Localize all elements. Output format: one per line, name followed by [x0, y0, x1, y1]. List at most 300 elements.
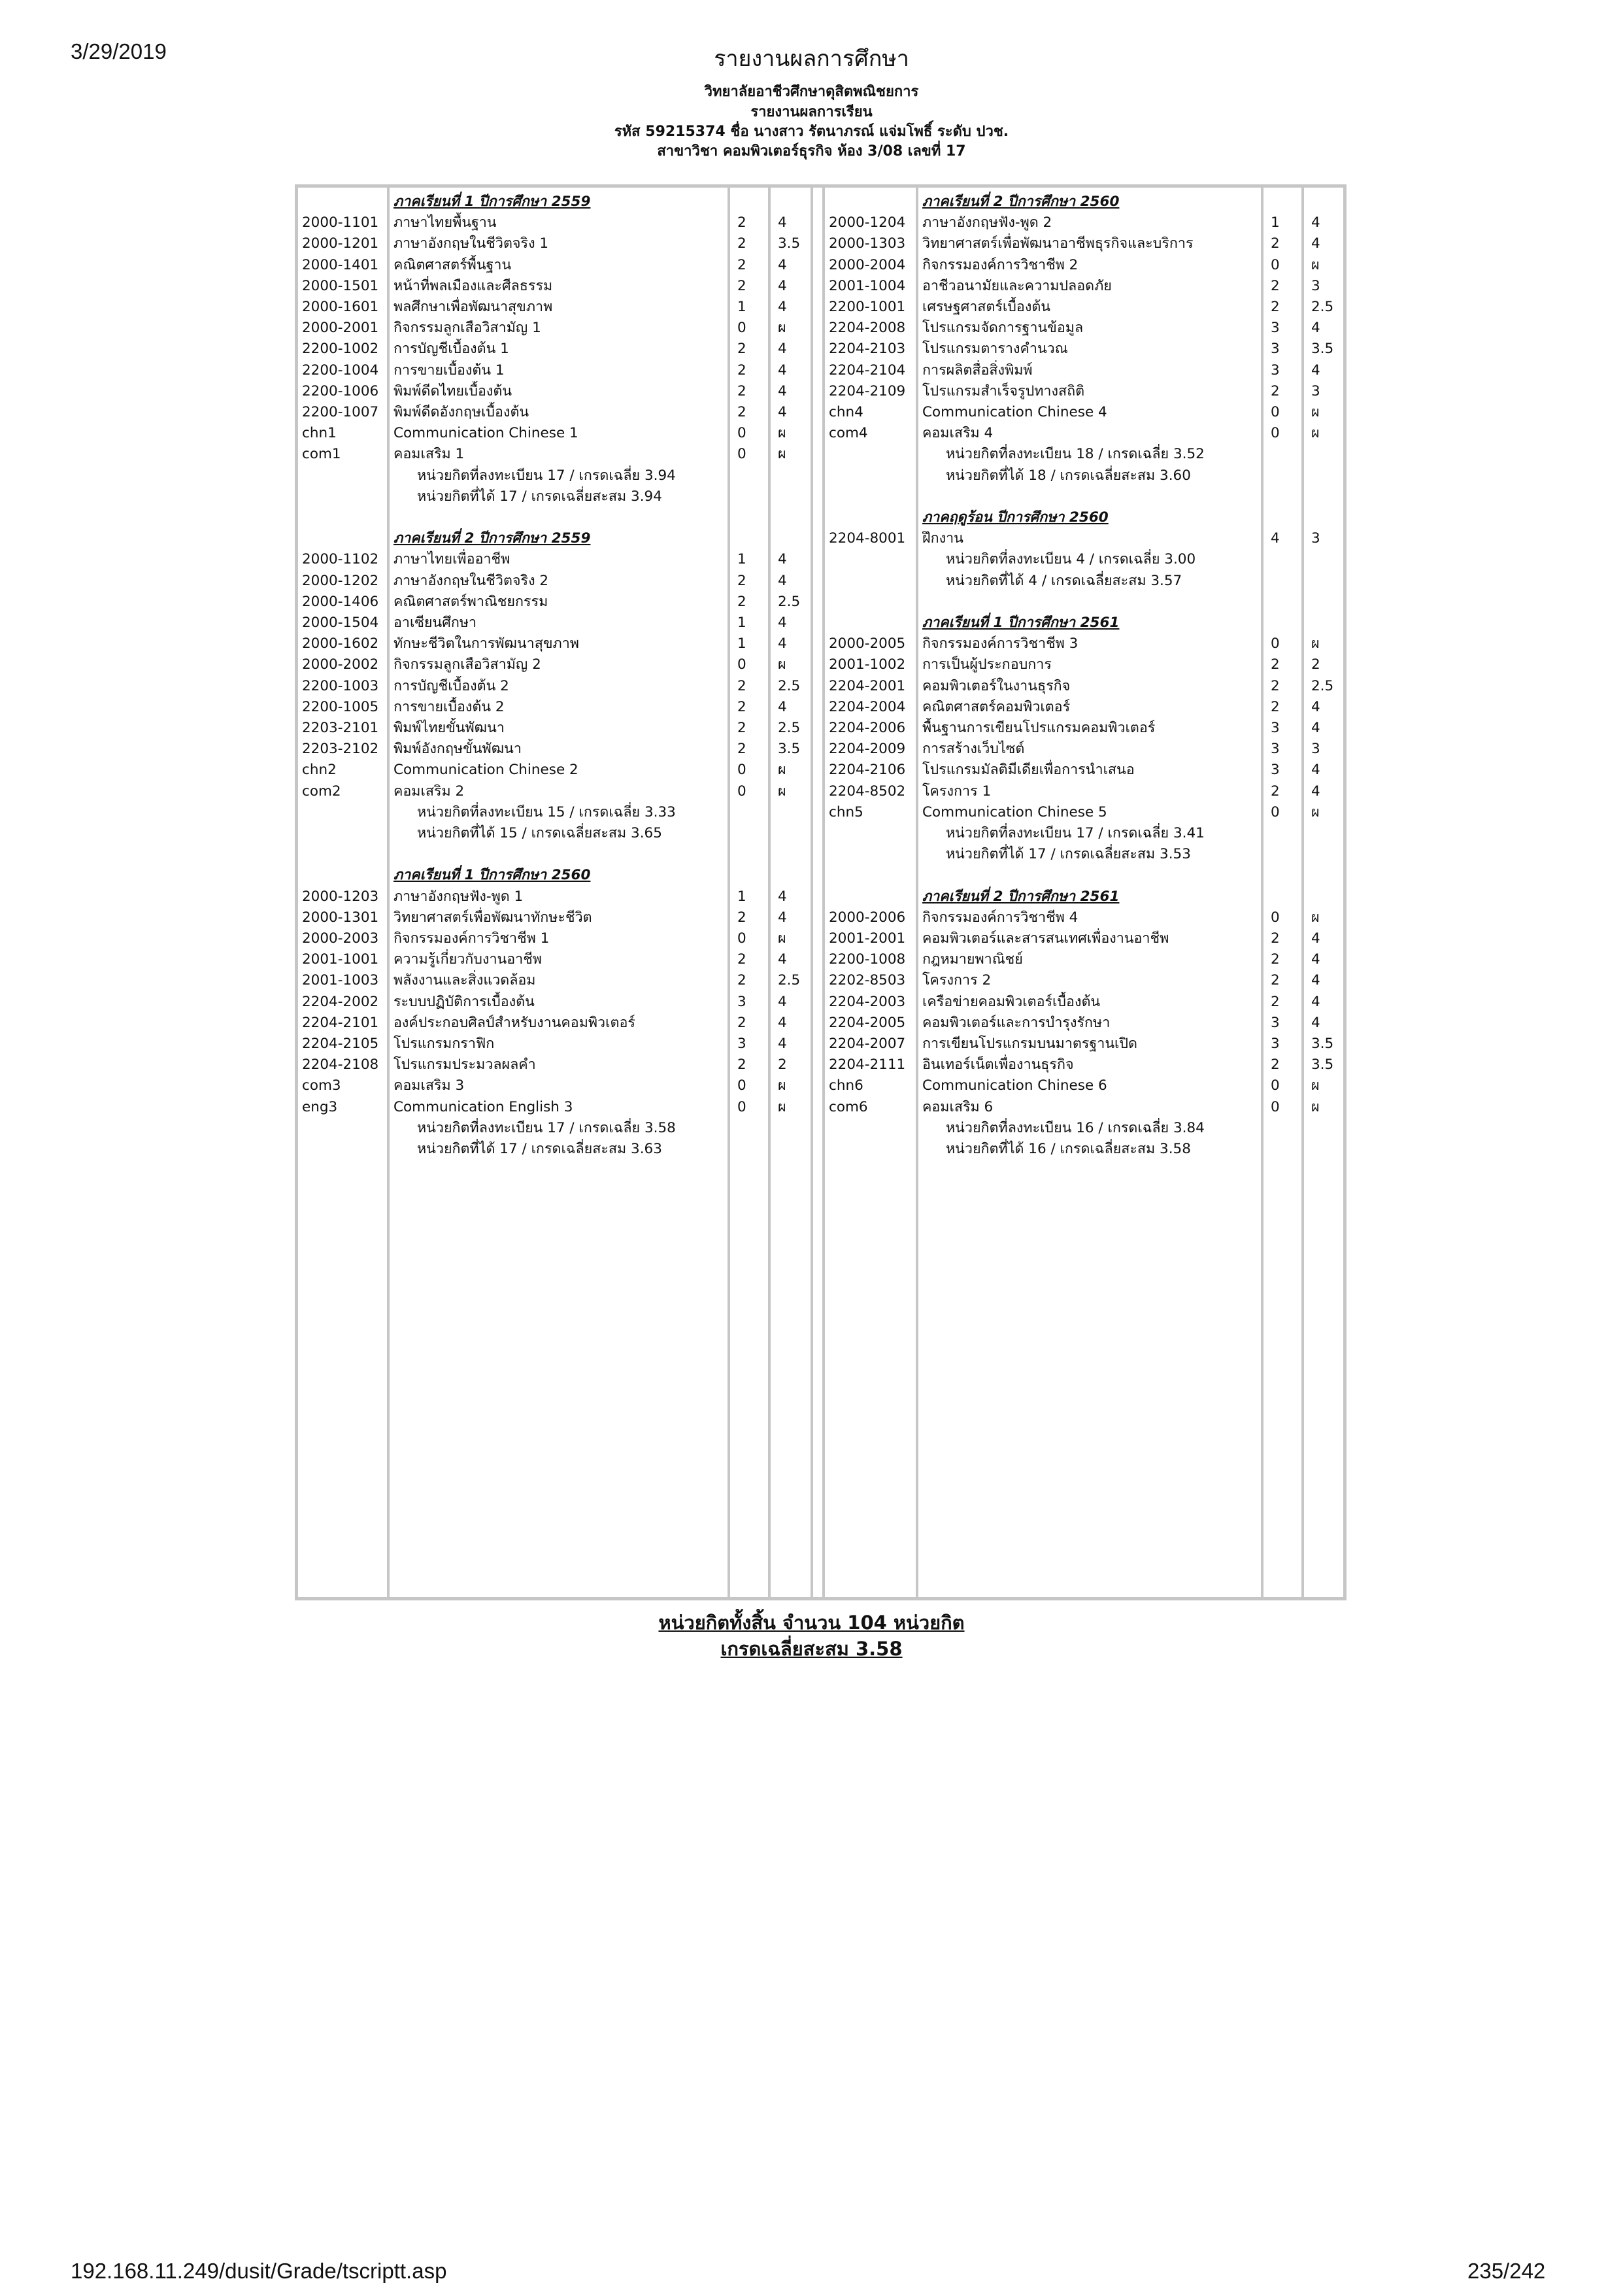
page-url: 192.168.11.249/dusit/Grade/tscriptt.asp	[71, 2259, 447, 2283]
term-title: ภาคเรียนที่ 2 ปีการศึกษา 2560	[922, 194, 1120, 210]
course-grade: 4	[1311, 698, 1320, 715]
course-code: 2204-2108	[302, 1056, 379, 1073]
course-credit: 2	[737, 235, 746, 252]
course-code: 2204-8001	[829, 530, 906, 547]
course-grade: ผ	[778, 1077, 786, 1094]
term-summary-registered: หน่วยกิตที่ลงทะเบียน 16 / เกรดเฉลี่ย 3.84	[946, 1119, 1205, 1136]
course-grade: 4	[778, 615, 787, 631]
course-name: ภาษาไทยเพื่ออาชีพ	[393, 551, 510, 568]
report-name: รายงานผลการเรียน	[750, 104, 873, 120]
course-name: การสร้างเว็บไซต์	[922, 741, 1025, 758]
course-credit: 0	[1271, 909, 1280, 926]
term-summary-earned: หน่วยกิตที่ได้ 17 / เกรดเฉลี่ยสะสม 3.94	[417, 488, 662, 505]
course-name: โครงการ 2	[922, 972, 992, 989]
course-name: คณิตศาสตร์พื้นฐาน	[393, 256, 512, 273]
course-credit: 2	[737, 382, 746, 399]
course-name: ฝึกงาน	[922, 530, 963, 547]
course-code: 2000-1504	[302, 615, 379, 631]
course-grade: 4	[1311, 951, 1320, 968]
course-grade: 4	[778, 362, 787, 379]
term-summary-earned: หน่วยกิตที่ได้ 4 / เกรดเฉลี่ยสะสม 3.57	[946, 572, 1182, 589]
course-name: พิมพ์อังกฤษขั้นพัฒนา	[393, 741, 522, 758]
course-grade: 2.5	[778, 720, 801, 736]
term-title: ภาคเรียนที่ 1 ปีการศึกษา 2561	[922, 615, 1120, 631]
course-grade: ผ	[1311, 256, 1320, 273]
course-credit: 0	[737, 762, 746, 779]
term-summary-registered: หน่วยกิตที่ลงทะเบียน 17 / เกรดเฉลี่ย 3.94	[417, 467, 676, 484]
course-code: 2000-1204	[829, 214, 906, 231]
course-name: วิทยาศาสตร์เพื่อพัฒนาทักษะชีวิต	[393, 909, 592, 926]
course-grade: ผ	[1311, 803, 1320, 820]
course-name: ภาษาอังกฤษในชีวิตจริง 1	[393, 235, 549, 252]
course-name: คณิตศาสตร์คอมพิวเตอร์	[922, 698, 1071, 715]
course-grade: ผ	[778, 656, 786, 673]
divider	[728, 188, 730, 1597]
term-summary-earned: หน่วยกิตที่ได้ 18 / เกรดเฉลี่ยสะสม 3.60	[946, 467, 1191, 484]
course-name: ทักษะชีวิตในการพัฒนาสุขภาพ	[393, 635, 579, 652]
course-credit: 1	[737, 551, 746, 568]
course-code: 2000-2003	[302, 930, 379, 947]
course-name: คอมพิวเตอร์และสารสนเทศเพื่องานอาชีพ	[922, 930, 1169, 947]
course-credit: 2	[737, 362, 746, 379]
term-summary-registered: หน่วยกิตที่ลงทะเบียน 4 / เกรดเฉลี่ย 3.00	[946, 551, 1196, 568]
course-name: ระบบปฏิบัติการเบื้องต้น	[393, 993, 535, 1010]
course-credit: 0	[1271, 635, 1280, 652]
course-name: พิมพ์ดีดอังกฤษเบื้องต้น	[393, 404, 529, 420]
course-name: โปรแกรมตารางคำนวณ	[922, 341, 1068, 358]
course-code: 2200-1007	[302, 404, 379, 420]
course-grade: 2.5	[778, 677, 801, 694]
course-credit: 0	[737, 656, 746, 673]
divider	[1261, 188, 1263, 1597]
term-summary-registered: หน่วยกิตที่ลงทะเบียน 18 / เกรดเฉลี่ย 3.52	[946, 446, 1205, 463]
course-code: 2204-2002	[302, 993, 379, 1010]
course-code: 2000-1203	[302, 888, 379, 905]
course-grade: ผ	[1311, 1098, 1320, 1115]
course-code: 2001-1002	[829, 656, 906, 673]
course-name: องค์ประกอบศิลป์สำหรับงานคอมพิวเตอร์	[393, 1014, 635, 1031]
course-code: 2204-2008	[829, 320, 906, 337]
divider	[822, 188, 825, 1597]
course-name: การบัญชีเบื้องต้น 2	[393, 677, 509, 694]
course-name: การเขียนโปรแกรมบนมาตรฐานเปิด	[922, 1036, 1138, 1052]
course-code: 2204-2105	[302, 1036, 379, 1052]
course-name: คอมพิวเตอร์และการบำรุงรักษา	[922, 1014, 1111, 1031]
course-grade: 3	[1311, 382, 1320, 399]
course-grade: 4	[778, 299, 787, 315]
course-credit: 0	[737, 320, 746, 337]
course-credit: 0	[1271, 1077, 1280, 1094]
course-credit: 2	[737, 256, 746, 273]
course-credit: 3	[1271, 362, 1280, 379]
course-grade: 4	[778, 256, 787, 273]
course-code: com2	[302, 783, 341, 800]
course-code: 2001-1004	[829, 277, 906, 294]
course-credit: 4	[1271, 530, 1280, 547]
course-name: Communication Chinese 6	[922, 1077, 1107, 1094]
course-grade: 4	[1311, 362, 1320, 379]
course-credit: 2	[737, 677, 746, 694]
course-credit: 2	[1271, 299, 1280, 315]
course-grade: 4	[778, 382, 787, 399]
course-credit: 0	[737, 1098, 746, 1115]
course-name: พื้นฐานการเขียนโปรแกรมคอมพิวเตอร์	[922, 720, 1156, 736]
course-name: อินเทอร์เน็ตเพื่องานธุรกิจ	[922, 1056, 1074, 1073]
course-grade: 4	[1311, 1014, 1320, 1031]
course-name: ภาษาอังกฤษฟัง-พูด 2	[922, 214, 1052, 231]
course-credit: 1	[737, 635, 746, 652]
course-credit: 2	[1271, 677, 1280, 694]
course-grade: 4	[778, 341, 787, 358]
course-credit: 2	[1271, 930, 1280, 947]
course-credit: 0	[1271, 404, 1280, 420]
course-code: 2204-2103	[829, 341, 906, 358]
course-code: 2204-2003	[829, 993, 906, 1010]
print-title: รายงานผลการศึกษา	[714, 46, 909, 72]
course-grade: ผ	[778, 762, 786, 779]
course-grade: 2	[778, 1056, 787, 1073]
term-summary-earned: หน่วยกิตที่ได้ 17 / เกรดเฉลี่ยสะสม 3.53	[946, 846, 1191, 863]
course-credit: 2	[1271, 382, 1280, 399]
totals	[0, 1610, 1623, 1662]
college-name: วิทยาลัยอาชีวศึกษาดุสิตพณิชยการ	[704, 84, 919, 100]
course-credit: 2	[737, 593, 746, 610]
course-name: กิจกรรมองค์การวิชาชีพ 3	[922, 635, 1079, 652]
course-grade: 4	[778, 1036, 787, 1052]
course-grade: 2.5	[1311, 677, 1334, 694]
course-grade: 2.5	[1311, 299, 1334, 315]
course-name: โปรแกรมกราฟิก	[393, 1036, 495, 1052]
course-name: กิจกรรมองค์การวิชาชีพ 2	[922, 256, 1079, 273]
course-credit: 2	[1271, 1056, 1280, 1073]
course-credit: 3	[1271, 341, 1280, 358]
course-credit: 3	[737, 1036, 746, 1052]
course-code: 2204-2004	[829, 698, 906, 715]
course-code: 2204-2001	[829, 677, 906, 694]
course-grade: ผ	[1311, 1077, 1320, 1094]
course-code: 2000-1301	[302, 909, 379, 926]
course-code: 2204-2006	[829, 720, 906, 736]
course-grade: 3.5	[1311, 1036, 1334, 1052]
course-grade: 4	[1311, 762, 1320, 779]
course-name: Communication Chinese 1	[393, 425, 578, 442]
course-code: 2204-2005	[829, 1014, 906, 1031]
course-grade: 3	[1311, 277, 1320, 294]
program-info: สาขาวิชา คอมพิวเตอร์ธุรกิจ ห้อง 3/08 เลขที่ 17	[657, 143, 966, 160]
course-name: คอมเสริม 4	[922, 425, 994, 442]
course-grade: ผ	[778, 783, 786, 800]
course-code: 2000-2001	[302, 320, 379, 337]
course-code: 2000-2005	[829, 635, 906, 652]
course-grade: 4	[778, 909, 787, 926]
course-code: 2200-1004	[302, 362, 379, 379]
course-code: com4	[829, 425, 868, 442]
course-grade: 2.5	[778, 972, 801, 989]
course-credit: 3	[1271, 1036, 1280, 1052]
course-credit: 1	[1271, 214, 1280, 231]
course-credit: 2	[1271, 951, 1280, 968]
course-grade: 2.5	[778, 593, 801, 610]
course-code: 2203-2101	[302, 720, 379, 736]
term-summary-earned: หน่วยกิตที่ได้ 16 / เกรดเฉลี่ยสะสม 3.58	[946, 1141, 1191, 1157]
term-title: ภาคฤดูร้อน ปีการศึกษา 2560	[922, 509, 1109, 526]
course-credit: 2	[1271, 656, 1280, 673]
course-name: โปรแกรมสำเร็จรูปทางสถิติ	[922, 382, 1085, 399]
course-name: คณิตศาสตร์พาณิชยกรรม	[393, 593, 548, 610]
course-grade: ผ	[1311, 909, 1320, 926]
course-grade: 4	[1311, 972, 1320, 989]
course-credit: 2	[737, 572, 746, 589]
course-code: 2203-2102	[302, 741, 379, 758]
term-summary-earned: หน่วยกิตที่ได้ 15 / เกรดเฉลี่ยสะสม 3.65	[417, 825, 662, 841]
course-grade: 3.5	[778, 235, 801, 252]
course-name: กฎหมายพาณิชย์	[922, 951, 1023, 968]
term-summary-earned: หน่วยกิตที่ได้ 17 / เกรดเฉลี่ยสะสม 3.63	[417, 1141, 662, 1157]
course-credit: 2	[737, 214, 746, 231]
course-code: 2000-1406	[302, 593, 379, 610]
term-summary-registered: หน่วยกิตที่ลงทะเบียน 17 / เกรดเฉลี่ย 3.58	[417, 1119, 676, 1136]
course-code: 2200-1002	[302, 341, 379, 358]
course-code: chn2	[302, 762, 337, 779]
course-code: 2200-1006	[302, 382, 379, 399]
course-grade: 4	[778, 698, 787, 715]
course-name: เศรษฐศาสตร์เบื้องต้น	[922, 299, 1050, 315]
course-name: อาชีวอนามัยและความปลอดภัย	[922, 277, 1112, 294]
course-grade: 2	[1311, 656, 1320, 673]
course-code: 2000-1201	[302, 235, 379, 252]
course-code: 2000-1602	[302, 635, 379, 652]
course-credit: 2	[737, 1056, 746, 1073]
course-name: กิจกรรมลูกเสือวิสามัญ 1	[393, 320, 541, 337]
course-code: 2204-2111	[829, 1056, 906, 1073]
course-credit: 0	[737, 783, 746, 800]
course-credit: 2	[737, 909, 746, 926]
course-name: การเป็นผู้ประกอบการ	[922, 656, 1052, 673]
course-credit: 0	[737, 930, 746, 947]
course-credit: 2	[737, 741, 746, 758]
course-code: 2204-2104	[829, 362, 906, 379]
course-code: com3	[302, 1077, 341, 1094]
term-title: ภาคเรียนที่ 2 ปีการศึกษา 2561	[922, 888, 1120, 905]
course-code: 2204-2106	[829, 762, 906, 779]
student-info: รหัส 59215374 ชื่อ นางสาว รัตนาภรณ์ แจ่มโพธิ์ ระดับ ปวช.	[614, 124, 1009, 140]
course-grade: 3	[1311, 530, 1320, 547]
course-credit: 0	[1271, 425, 1280, 442]
term-title: ภาคเรียนที่ 1 ปีการศึกษา 2560	[393, 867, 591, 884]
course-name: การผลิตสื่อสิ่งพิมพ์	[922, 362, 1033, 379]
term-summary-registered: หน่วยกิตที่ลงทะเบียน 15 / เกรดเฉลี่ย 3.33	[417, 803, 676, 820]
course-code: com6	[829, 1098, 868, 1115]
course-code: 2202-8503	[829, 972, 906, 989]
term-title: ภาคเรียนที่ 1 ปีการศึกษา 2559	[393, 194, 591, 210]
course-grade: 4	[1311, 783, 1320, 800]
course-grade: ผ	[778, 1098, 786, 1115]
course-code: 2000-1102	[302, 551, 379, 568]
course-code: 2000-1101	[302, 214, 379, 231]
course-name: คอมเสริม 3	[393, 1077, 465, 1094]
course-grade: 4	[1311, 214, 1320, 231]
course-code: 2204-2109	[829, 382, 906, 399]
course-credit: 0	[737, 1077, 746, 1094]
course-name: ความรู้เกี่ยวกับงานอาชีพ	[393, 951, 542, 968]
course-name: การขายเบื้องต้น 2	[393, 698, 505, 715]
course-name: ภาษาอังกฤษฟัง-พูด 1	[393, 888, 524, 905]
course-name: พลังงานและสิ่งแวดล้อม	[393, 972, 536, 989]
course-name: การบัญชีเบื้องต้น 1	[393, 341, 509, 358]
course-grade: ผ	[778, 930, 786, 947]
course-grade: ผ	[1311, 635, 1320, 652]
course-credit: 2	[1271, 972, 1280, 989]
course-code: 2001-1001	[302, 951, 379, 968]
course-credit: 0	[1271, 1098, 1280, 1115]
course-grade: ผ	[778, 425, 786, 442]
course-name: Communication English 3	[393, 1098, 573, 1115]
course-name: โครงการ 1	[922, 783, 992, 800]
course-credit: 3	[737, 993, 746, 1010]
course-name: เครือข่ายคอมพิวเตอร์เบื้องต้น	[922, 993, 1101, 1010]
course-name: Communication Chinese 4	[922, 404, 1107, 420]
course-code: 2200-1001	[829, 299, 906, 315]
grade-table	[295, 184, 1347, 1600]
course-code: 2000-1601	[302, 299, 379, 315]
course-grade: ผ	[778, 446, 786, 463]
course-credit: 2	[1271, 993, 1280, 1010]
course-name: หน้าที่พลเมืองและศีลธรรม	[393, 277, 553, 294]
course-code: chn6	[829, 1077, 863, 1094]
course-name: Communication Chinese 2	[393, 762, 578, 779]
course-grade: 4	[778, 551, 787, 568]
course-credit: 0	[737, 425, 746, 442]
course-grade: ผ	[778, 320, 786, 337]
course-code: chn1	[302, 425, 337, 442]
course-name: พลศึกษาเพื่อพัฒนาสุขภาพ	[393, 299, 553, 315]
course-grade: 3.5	[1311, 1056, 1334, 1073]
course-grade: 4	[778, 993, 787, 1010]
course-code: 2204-2007	[829, 1036, 906, 1052]
course-code: 2001-2001	[829, 930, 906, 947]
course-grade: 4	[1311, 720, 1320, 736]
course-name: พิมพ์ดีดไทยเบื้องต้น	[393, 382, 512, 399]
course-name: โปรแกรมมัลติมีเดียเพื่อการนำเสนอ	[922, 762, 1135, 779]
divider	[811, 188, 813, 1597]
course-grade: 4	[1311, 235, 1320, 252]
course-credit: 0	[737, 446, 746, 463]
course-grade: 4	[778, 1014, 787, 1031]
course-grade: 4	[778, 888, 787, 905]
course-grade: 4	[1311, 930, 1320, 947]
course-credit: 2	[1271, 783, 1280, 800]
course-grade: 3.5	[778, 741, 801, 758]
course-credit: 2	[1271, 277, 1280, 294]
course-credit: 2	[737, 404, 746, 420]
course-grade: 4	[778, 635, 787, 652]
course-code: com1	[302, 446, 341, 463]
course-credit: 3	[1271, 741, 1280, 758]
course-code: 2000-2004	[829, 256, 906, 273]
term-summary-registered: หน่วยกิตที่ลงทะเบียน 17 / เกรดเฉลี่ย 3.41	[946, 825, 1205, 841]
course-name: กิจกรรมองค์การวิชาชีพ 1	[393, 930, 550, 947]
page-number: 235/242	[1467, 2259, 1546, 2283]
course-name: กิจกรรมลูกเสือวิสามัญ 2	[393, 656, 541, 673]
course-credit: 2	[737, 341, 746, 358]
course-code: 2000-1501	[302, 277, 379, 294]
course-code: 2204-8502	[829, 783, 906, 800]
course-grade: ผ	[1311, 425, 1320, 442]
course-credit: 3	[1271, 320, 1280, 337]
course-credit: 0	[1271, 256, 1280, 273]
course-name: คอมเสริม 6	[922, 1098, 994, 1115]
course-grade: 3.5	[1311, 341, 1334, 358]
course-grade: 4	[778, 951, 787, 968]
course-grade: ผ	[1311, 404, 1320, 420]
course-grade: 4	[1311, 320, 1320, 337]
course-name: การขายเบื้องต้น 1	[393, 362, 505, 379]
course-code: chn5	[829, 803, 863, 820]
course-credit: 2	[737, 277, 746, 294]
course-code: 2001-1003	[302, 972, 379, 989]
course-credit: 2	[737, 698, 746, 715]
course-name: คอมเสริม 2	[393, 783, 465, 800]
course-name: โปรแกรมประมวลผลคำ	[393, 1056, 536, 1073]
course-grade: 3	[1311, 741, 1320, 758]
course-credit: 1	[737, 888, 746, 905]
course-credit: 2	[737, 1014, 746, 1031]
course-code: eng3	[302, 1098, 338, 1115]
course-name: อาเซียนศึกษา	[393, 615, 477, 631]
course-code: 2204-2009	[829, 741, 906, 758]
course-code: 2200-1003	[302, 677, 379, 694]
course-grade: 4	[778, 404, 787, 420]
course-credit: 2	[1271, 698, 1280, 715]
course-grade: 4	[1311, 993, 1320, 1010]
course-grade: 4	[778, 572, 787, 589]
course-credit: 2	[737, 972, 746, 989]
course-credit: 0	[1271, 803, 1280, 820]
course-code: 2200-1008	[829, 951, 906, 968]
total-credits: หน่วยกิตทั้งสิ้น จำนวน 104 หน่วยกิต	[658, 1612, 965, 1634]
course-code: 2204-2101	[302, 1014, 379, 1031]
course-name: พิมพ์ไทยขั้นพัฒนา	[393, 720, 505, 736]
course-code: 2000-2002	[302, 656, 379, 673]
course-credit: 2	[1271, 235, 1280, 252]
course-name: กิจกรรมองค์การวิชาชีพ 4	[922, 909, 1079, 926]
course-name: ภาษาอังกฤษในชีวิตจริง 2	[393, 572, 549, 589]
course-credit: 2	[737, 720, 746, 736]
term-title: ภาคเรียนที่ 2 ปีการศึกษา 2559	[393, 530, 591, 547]
total-gpa: เกรดเฉลี่ยสะสม 3.58	[720, 1638, 903, 1660]
course-code: 2000-2006	[829, 909, 906, 926]
course-credit: 1	[737, 299, 746, 315]
course-code: chn4	[829, 404, 863, 420]
course-name: โปรแกรมจัดการฐานข้อมูล	[922, 320, 1084, 337]
course-code: 2200-1005	[302, 698, 379, 715]
course-name: คอมพิวเตอร์ในงานธุรกิจ	[922, 677, 1071, 694]
course-code: 2000-1401	[302, 256, 379, 273]
course-name: Communication Chinese 5	[922, 803, 1107, 820]
course-code: 2000-1202	[302, 572, 379, 589]
course-credit: 3	[1271, 1014, 1280, 1031]
course-grade: 4	[778, 277, 787, 294]
course-credit: 1	[737, 615, 746, 631]
course-credit: 3	[1271, 762, 1280, 779]
course-credit: 3	[1271, 720, 1280, 736]
course-credit: 2	[737, 951, 746, 968]
print-date: 3/29/2019	[71, 39, 167, 63]
course-name: ภาษาไทยพื้นฐาน	[393, 214, 497, 231]
course-code: 2000-1303	[829, 235, 906, 252]
course-name: คอมเสริม 1	[393, 446, 465, 463]
course-grade: 4	[778, 214, 787, 231]
